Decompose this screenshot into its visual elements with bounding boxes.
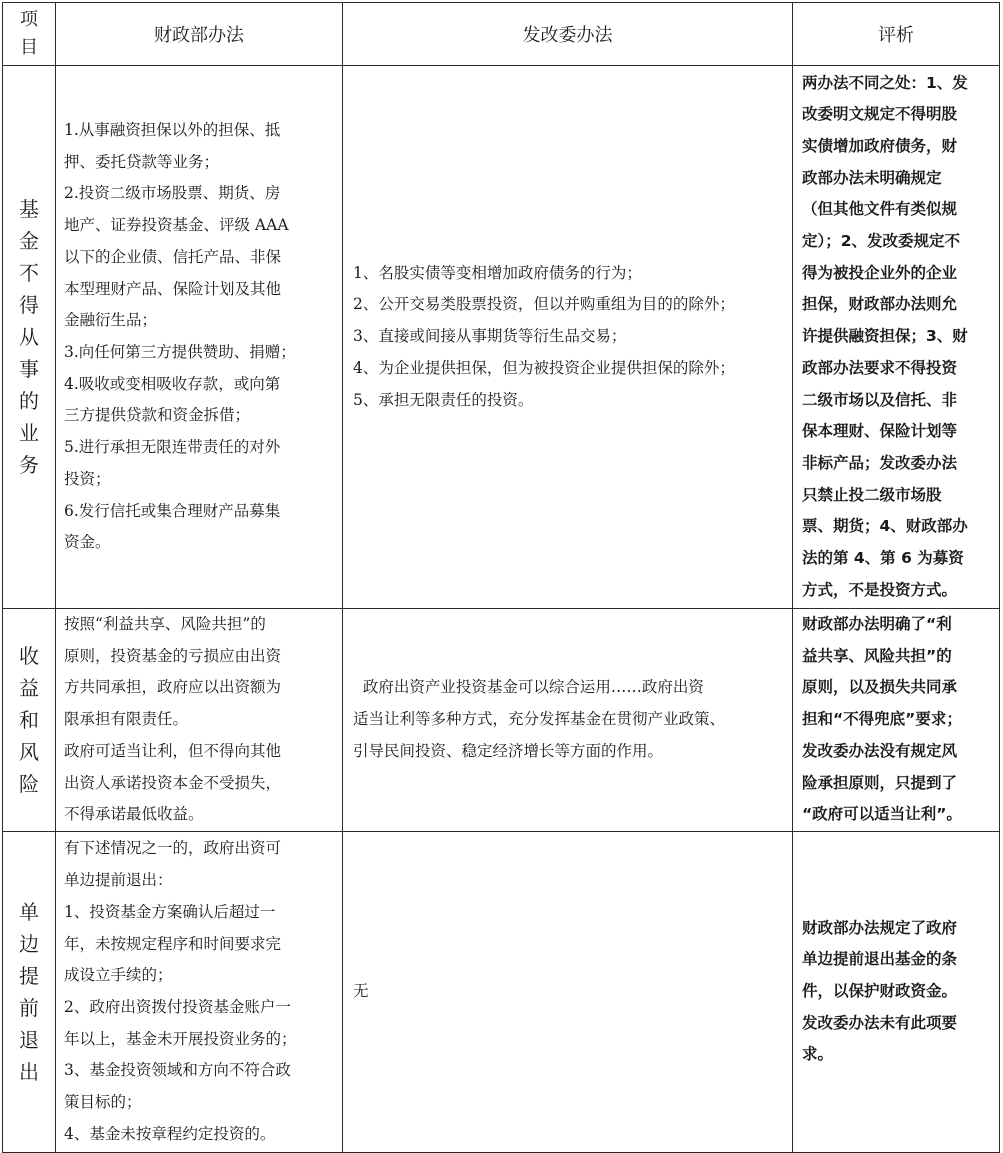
text-line: 两办法不同之处：1、发: [802, 73, 968, 92]
table-row-prohibited-business: [3, 66, 1000, 609]
text-line: 改委明文规定不得明股: [802, 105, 958, 124]
text-line: （但其他文件有类似规: [802, 200, 958, 219]
text-line: 年，未按规定程序和时间要求完: [64, 934, 282, 953]
eval-cell: [793, 609, 1000, 832]
row-label-char: 单: [19, 899, 39, 924]
text-line: 4、为企业提供担保，但为被投资企业提供担保的除外；: [353, 358, 735, 377]
text-line: 3.向任何第三方提供赞助、捐赠；: [64, 343, 296, 361]
text-line: 只禁止投二级市场股: [802, 485, 942, 504]
text-line: 担保，财政部办法则允: [802, 295, 958, 314]
table-row-returns-and-risk: [3, 609, 1000, 832]
text-line: 以下的企业债、信托产品、非保: [64, 247, 282, 266]
text-line: 财政部办法规定了政府: [802, 918, 958, 937]
text-line: 3、基金投资领域和方向不符合政: [64, 1061, 291, 1080]
text-line: 原则，以及损失共同承: [802, 678, 958, 697]
row-label: [3, 609, 56, 832]
text-line: 1、投资基金方案确认后超过一: [64, 902, 276, 921]
text-line: 票、期货；4、财政部办: [802, 517, 968, 536]
header-ndrc: 发改委办法: [343, 3, 793, 66]
text-line: 政府可适当让利，但不得向其他: [64, 741, 282, 760]
row-label: [3, 831, 56, 1152]
text-line: 4.吸收或变相吸收存款，或向第: [64, 374, 281, 393]
row-label: [3, 66, 56, 609]
comparison-table: [2, 2, 1000, 1153]
text-line: 保本理财、保险计划等: [802, 422, 958, 441]
text-line: 得为被投企业外的企业: [802, 263, 958, 282]
row-label-char: 和: [19, 707, 39, 732]
row-label-char: 边: [19, 931, 39, 956]
text-line: 二级市场以及信托、非: [802, 390, 958, 409]
row-label-char: 事: [19, 357, 39, 381]
text-line: 策目标的；: [64, 1093, 142, 1112]
text-line: 2、政府出资拨付投资基金账户一: [64, 997, 291, 1016]
table-row-unilateral-exit: [3, 831, 1000, 1152]
text-line: 险承担原则，只提到了: [802, 773, 958, 792]
text-line: 1、名股实债等变相增加政府债务的行为；: [353, 263, 642, 282]
row-label-char: 业: [19, 421, 39, 445]
eval-cell: [793, 831, 1000, 1152]
ndrc-cell: [343, 831, 793, 1152]
text-line: 3、直接或间接从事期货等衍生品交易；: [353, 327, 627, 346]
row-label-char: 务: [19, 453, 39, 477]
text-line: 发改委办法未有此项要: [802, 1013, 958, 1032]
text-line: 政部办法未明确规定: [802, 168, 942, 187]
text-line: 2、公开交易类股票投资，但以并购重组为目的的除外；: [353, 295, 735, 314]
mof-cell: [56, 66, 343, 609]
header-item-char: 目: [20, 37, 38, 58]
eval-cell: [793, 66, 1000, 609]
text-line: 限承担有限责任。: [64, 710, 189, 729]
header-mof: 财政部办法: [56, 3, 343, 66]
text-line: “政府可以适当让利”。: [802, 805, 962, 824]
text-line: 资金。: [64, 533, 111, 552]
text-line: 有下述情况之一的，政府出资可: [64, 839, 282, 858]
text-line: 发改委办法没有规定风: [802, 741, 958, 760]
row-label-char: 前: [19, 995, 39, 1020]
ndrc-cell: [343, 609, 793, 832]
text-line: 财政部办法明确了“利: [802, 615, 952, 633]
text-line: 件，以保护财政资金。: [802, 982, 958, 1001]
text-line: 原则，投资基金的亏损应由出资: [64, 646, 282, 665]
text-line: 4、基金未按章程约定投资的。: [64, 1124, 276, 1143]
text-line: 单边提前退出：: [64, 871, 173, 890]
text-line: 三方提供贷款和资金拆借；: [64, 406, 251, 425]
text-line: 非标产品；发改委办法: [802, 453, 958, 472]
text-line: 按照“利益共享、风险共担”的: [64, 615, 266, 633]
row-label-char: 险: [19, 771, 39, 796]
header-eval: 评析: [793, 3, 1000, 66]
text-line: 定）；2、发改委规定不: [802, 232, 961, 251]
text-line: 担和“不得兜底”要求；: [802, 710, 962, 729]
row-label-char: 金: [19, 229, 39, 253]
row-label-char: 不: [19, 261, 39, 285]
row-label-char: 从: [19, 325, 39, 349]
text-line: 政部办法要求不得投资: [802, 358, 958, 377]
row-label-char: 收: [19, 643, 39, 668]
text-line: 求。: [802, 1045, 834, 1064]
header-item: [3, 3, 56, 66]
text-line: 6.发行信托或集合理财产品募集: [64, 501, 281, 520]
text-line: 许提供融资担保；3、财: [802, 327, 968, 346]
ndrc-cell: [343, 66, 793, 609]
text-line: 1.从事融资担保以外的担保、抵: [64, 121, 281, 140]
header-row: [3, 3, 1000, 66]
row-label-char: 出: [19, 1059, 39, 1084]
text-line: 金融衍生品；: [64, 311, 158, 330]
mof-cell: [56, 831, 343, 1152]
text-line: 实债增加政府债务，财: [802, 136, 958, 155]
text-line: 引导民间投资、稳定经济增长等方面的作用。: [353, 741, 664, 760]
text-line: 投资；: [64, 469, 111, 488]
row-label-char: 风: [19, 739, 39, 764]
text-line: 本型理财产品、保险计划及其他: [64, 279, 282, 298]
text-line: 方共同承担，政府应以出资额为: [64, 678, 282, 697]
text-line: 年以上，基金未开展投资业务的；: [64, 1029, 297, 1048]
text-line: 适当让利等多种方式，充分发挥基金在贯彻产业政策、: [353, 710, 726, 729]
text-line: 政府出资产业投资基金可以综合运用……政府出资: [353, 678, 704, 697]
text-line: 方式，不是投资方式。: [802, 580, 958, 599]
text-line: 5、承担无限责任的投资。: [353, 390, 534, 409]
text-line: 5.进行承担无限连带责任的对外: [64, 438, 281, 457]
header-item-char: 项: [20, 9, 38, 30]
text-line: 不得承诺最低收益。: [64, 805, 204, 824]
text-line: 押、委托贷款等业务；: [64, 152, 220, 171]
text-line: 出资人承诺投资本金不受损失，: [64, 773, 282, 792]
text-line: 单边提前退出基金的条: [802, 950, 958, 969]
row-label-char: 益: [19, 675, 39, 700]
row-label-char: 退: [19, 1027, 39, 1052]
mof-cell: [56, 609, 343, 832]
row-label-char: 得: [19, 293, 39, 317]
text-line: 益共享、风险共担”的: [802, 646, 952, 665]
row-label-char: 提: [19, 963, 39, 988]
row-label-char: 基: [19, 197, 39, 221]
text-line: 法的第 4、第 6 为募资: [802, 549, 964, 568]
text-line: 无: [353, 982, 369, 1001]
text-line: 成设立手续的；: [64, 966, 173, 985]
row-label-char: 的: [19, 389, 39, 413]
text-line: 地产、证券投资基金、评级 AAA: [64, 216, 289, 235]
text-line: 2.投资二级市场股票、期货、房: [64, 184, 281, 203]
